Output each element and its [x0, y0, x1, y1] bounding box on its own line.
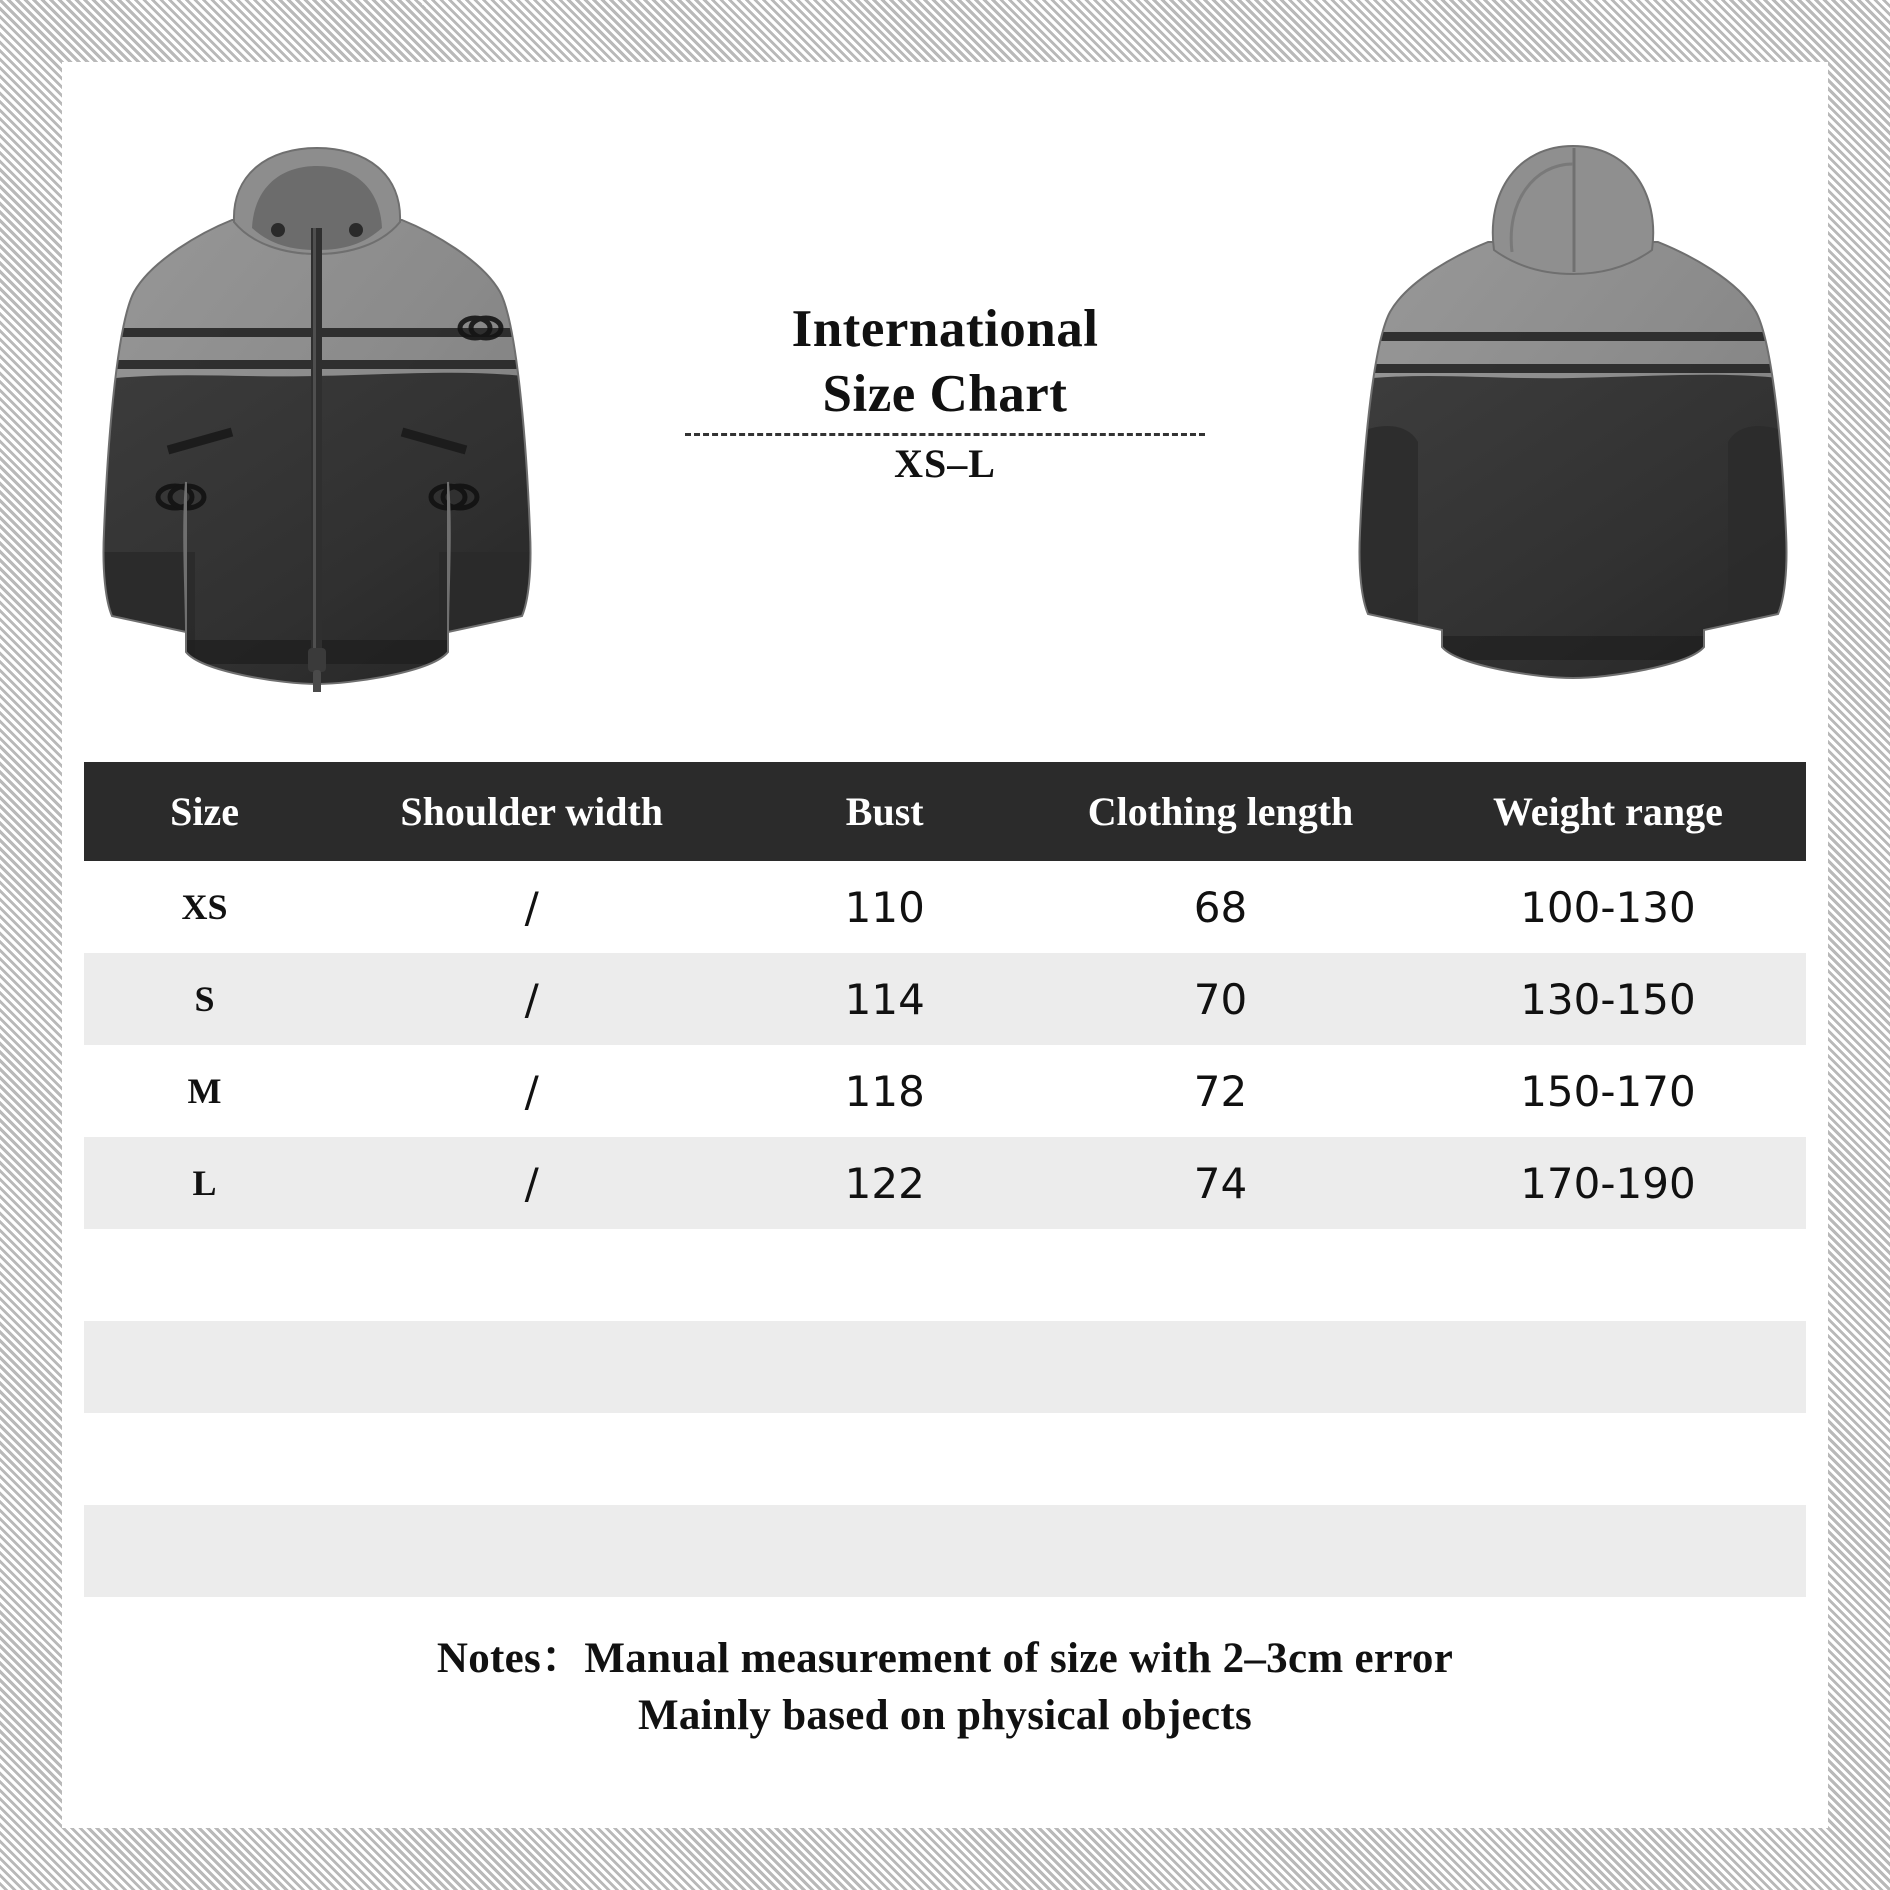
cell-size: XS	[181, 887, 228, 927]
table-row-empty	[84, 1321, 1806, 1413]
cell-weight	[1410, 1413, 1806, 1505]
header-section	[62, 62, 1828, 762]
cell-shoulder	[325, 1505, 738, 1597]
column-header-clothing-length: Clothing length	[1031, 762, 1410, 861]
table-row-empty	[84, 1505, 1806, 1597]
jacket-back-image	[1338, 132, 1808, 692]
cell-bust	[738, 1413, 1031, 1505]
cell-bust	[738, 1229, 1031, 1321]
cell-weight: 150-170	[1520, 1066, 1696, 1116]
cell-size	[84, 1321, 325, 1413]
cell-size: M	[187, 1071, 222, 1111]
chart-title-block	[552, 297, 1338, 486]
page-title-line1: International	[791, 300, 1099, 359]
cell-length: 74	[1193, 1158, 1248, 1208]
table-body	[84, 861, 1806, 1597]
column-header-shoulder-width: Shoulder width	[325, 762, 738, 861]
cell-bust: 118	[844, 1066, 925, 1116]
cell-bust: 114	[844, 974, 925, 1024]
cell-size	[84, 1229, 325, 1321]
column-header-bust: Bust	[738, 762, 1031, 861]
cell-size	[84, 1505, 325, 1597]
cell-weight	[1410, 1321, 1806, 1413]
table-row	[84, 953, 1806, 1045]
table-row	[84, 1137, 1806, 1229]
cell-length: 70	[1193, 974, 1248, 1024]
cell-shoulder: /	[524, 882, 539, 932]
cell-bust: 122	[844, 1158, 925, 1208]
table-row-empty	[84, 1229, 1806, 1321]
column-header-weight-range: Weight range	[1410, 762, 1806, 861]
table-header	[84, 762, 1806, 861]
cell-length: 72	[1193, 1066, 1248, 1116]
notes-section	[62, 1631, 1828, 1745]
page-subtitle: XS–L	[894, 440, 996, 486]
cell-shoulder: /	[524, 1066, 539, 1116]
notes-line-2: Mainly based on physical objects	[637, 1691, 1253, 1739]
cell-shoulder: /	[524, 1158, 539, 1208]
cell-shoulder	[325, 1229, 738, 1321]
cell-shoulder: /	[524, 974, 539, 1024]
cell-shoulder	[325, 1321, 738, 1413]
cell-weight: 170-190	[1520, 1158, 1696, 1208]
cell-weight: 130-150	[1520, 974, 1696, 1024]
cell-weight: 100-130	[1520, 882, 1696, 932]
cell-weight	[1410, 1229, 1806, 1321]
cell-length	[1031, 1413, 1410, 1505]
table-row	[84, 861, 1806, 953]
title-divider	[685, 433, 1205, 436]
cell-size	[84, 1413, 325, 1505]
table-row	[84, 1045, 1806, 1137]
cell-length	[1031, 1229, 1410, 1321]
cell-bust: 110	[844, 882, 925, 932]
cell-bust	[738, 1505, 1031, 1597]
size-chart-table	[84, 762, 1806, 1597]
table-row-empty	[84, 1413, 1806, 1505]
table-header-row	[84, 762, 1806, 861]
cell-bust	[738, 1321, 1031, 1413]
cell-size: S	[194, 979, 215, 1019]
column-header-size: Size	[84, 762, 325, 861]
size-chart-card	[62, 62, 1828, 1828]
cell-length	[1031, 1505, 1410, 1597]
cell-shoulder	[325, 1413, 738, 1505]
cell-size: L	[192, 1163, 217, 1203]
cell-length: 68	[1193, 882, 1248, 932]
page-title-line2: Size Chart	[822, 365, 1068, 423]
jacket-front-image	[82, 132, 552, 692]
cell-weight	[1410, 1505, 1806, 1597]
cell-length	[1031, 1321, 1410, 1413]
notes-line-1: Notes：Manual measurement of size with 2–3cm error	[436, 1635, 1454, 1682]
